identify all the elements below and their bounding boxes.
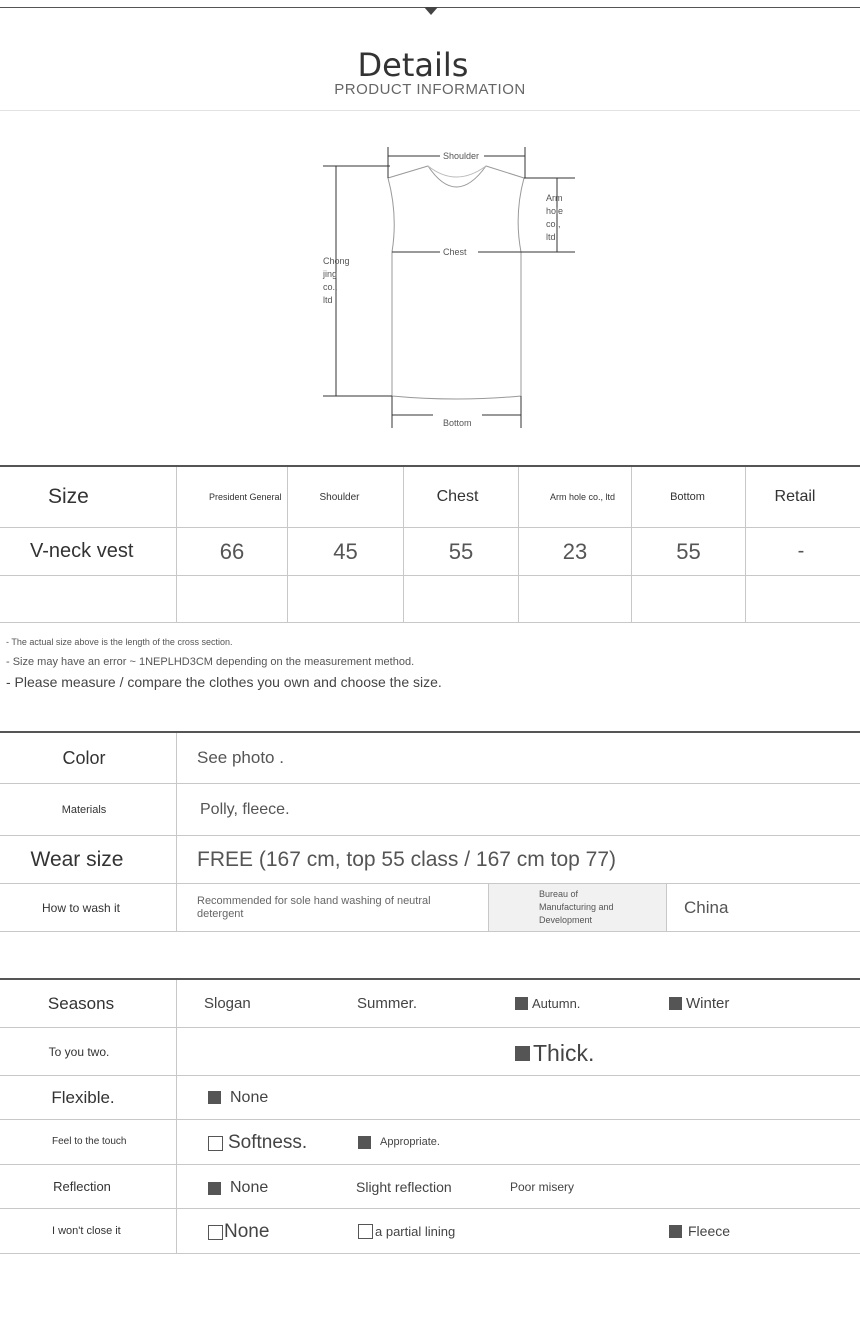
reflection-slight: Slight reflection [356, 1179, 452, 1195]
touch-appropriate: Appropriate. [358, 1120, 440, 1164]
bottom-value: 55 [676, 538, 701, 564]
note-1: - The actual size above is the length of the cross section. [6, 637, 233, 647]
measurement-diagram [0, 130, 860, 440]
materials-value: Polly, fleece. [200, 800, 290, 818]
season-spring: Slogan [204, 995, 251, 1012]
chest-header: Chest [436, 488, 479, 505]
materials-label: Materials [61, 803, 107, 816]
arm-hole-header: Arm hole co., ltd [550, 491, 616, 502]
lining-partial: a partial lining [358, 1209, 455, 1253]
color-label: Color [62, 747, 106, 768]
unchecked-box-icon [358, 1224, 373, 1239]
bottom-header: Bottom [670, 491, 705, 503]
touch-softness: Softness. [208, 1120, 307, 1166]
chevron-down-icon [424, 7, 438, 15]
seasons-label: Seasons [47, 993, 115, 1013]
length-value: 66 [219, 538, 245, 564]
wash-value: Recommended for sole hand washing of neutral detergent [197, 894, 431, 920]
bureau-value: China [684, 897, 729, 917]
checked-box-icon [358, 1136, 371, 1149]
shoulder-label: Shoulder [443, 151, 480, 161]
thickness-label: To you two. [48, 1044, 110, 1059]
length-header: President General [209, 491, 282, 502]
wear-size-value: FREE (167 cm, top 55 class / 167 cm top 77) [197, 847, 617, 871]
wear-size-label: Wear size [30, 847, 124, 871]
season-autumn: Autumn. [515, 980, 580, 1027]
lining-fleece: Fleece [669, 1209, 730, 1253]
page-title: Details [357, 46, 469, 84]
note-2: - Size may have an error ~ 1NEPLHD3CM depending on the measurement method. [6, 656, 415, 668]
checked-box-icon [208, 1182, 221, 1195]
arm-hole-label-4: ltd [546, 232, 556, 242]
checked-box-icon [669, 997, 682, 1010]
note-3: - Please measure / compare the clothes you own and choose the size. [6, 674, 442, 690]
retail-header: Retail [774, 488, 816, 505]
header-divider [0, 110, 860, 111]
season-winter: Winter [669, 980, 729, 1027]
checked-box-icon [669, 1225, 682, 1238]
flexible-label: Flexible. [51, 1087, 115, 1107]
thickness-thick: Thick. [515, 1028, 594, 1078]
flexible-none: None [208, 1076, 268, 1119]
touch-label: Feel to the touch [52, 1136, 127, 1147]
unchecked-box-icon [208, 1225, 223, 1240]
size-header: Size [48, 485, 89, 508]
page-subtitle: PRODUCT INFORMATION [334, 81, 526, 98]
arm-hole-label-2: hole [546, 206, 564, 216]
shoulder-value: 45 [333, 538, 358, 564]
bottom-label: Bottom [443, 418, 472, 428]
length-label-4: ltd [323, 295, 333, 305]
unchecked-box-icon [208, 1136, 223, 1151]
season-summer: Summer. [357, 995, 418, 1012]
color-value: See photo . [197, 748, 284, 767]
length-label-2: jing [323, 269, 338, 279]
lining-label: I won't close it [52, 1225, 121, 1237]
checked-box-icon [208, 1091, 221, 1104]
checked-box-icon [515, 1046, 530, 1061]
reflection-poor: Poor misery [510, 1180, 575, 1194]
arm-hole-value: 23 [562, 538, 588, 564]
chest-value: 55 [448, 538, 474, 564]
bureau-label: Bureau of Manufacturing and Development [539, 889, 614, 925]
checked-box-icon [515, 997, 528, 1010]
arm-hole-label-1: Arm [546, 193, 563, 203]
shoulder-header: Shoulder [319, 491, 360, 503]
wash-label: How to wash it [41, 900, 121, 915]
arm-hole-label-3: co., [546, 219, 561, 229]
length-label-1: Chong [323, 256, 350, 266]
chest-label: Chest [443, 247, 467, 257]
product-name: V-neck vest [30, 540, 134, 562]
reflection-none: None [208, 1165, 268, 1211]
length-label-3: co., [323, 282, 338, 292]
reflection-label: Reflection [53, 1179, 111, 1194]
vest-outline [388, 166, 524, 399]
lining-none: None [208, 1209, 269, 1255]
retail-value: - [797, 540, 805, 562]
